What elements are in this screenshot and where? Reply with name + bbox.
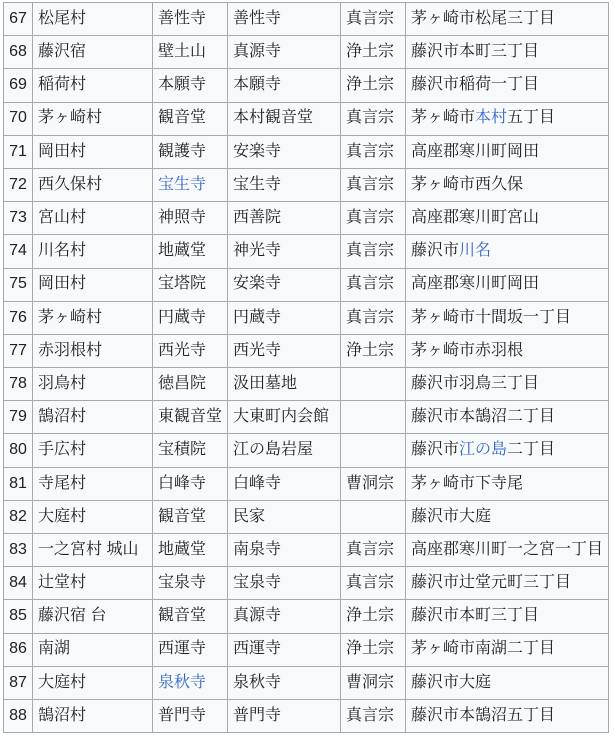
village-cell: 大庭村 xyxy=(33,666,153,699)
table-row xyxy=(4,36,609,69)
table-row xyxy=(4,334,609,367)
temple-list-table xyxy=(3,2,609,733)
sect-cell: 真言宗 xyxy=(341,567,406,600)
table-row xyxy=(4,135,609,168)
hall-cell: 神光寺 xyxy=(228,235,341,268)
plain-text: 茅ヶ崎市南湖二丁目 xyxy=(411,640,556,658)
sect-cell xyxy=(341,434,406,467)
row-number-cell: 73 xyxy=(4,202,33,235)
temple-cell xyxy=(153,202,228,235)
table-row xyxy=(4,368,609,401)
address-cell xyxy=(406,500,609,533)
village-cell: 南湖 xyxy=(33,633,153,666)
hall-cell: 泉秋寺 xyxy=(228,666,341,699)
sect-cell: 浄土宗 xyxy=(341,36,406,69)
temple-cell xyxy=(153,102,228,135)
plain-text: 神照寺 xyxy=(158,209,207,227)
plain-text: 藤沢市稲荷一丁目 xyxy=(411,76,540,94)
hall-cell: 真源寺 xyxy=(228,600,341,633)
address-cell xyxy=(406,235,609,268)
village-cell: 鵠沼村 xyxy=(33,401,153,434)
plain-text: 二丁目 xyxy=(507,441,556,459)
table-row xyxy=(4,434,609,467)
table-row xyxy=(4,168,609,201)
address-cell xyxy=(406,567,609,600)
address-cell xyxy=(406,135,609,168)
temple-cell xyxy=(153,434,228,467)
plain-text: 観音堂 xyxy=(158,507,207,525)
plain-text: 高座郡寒川町一之宮一丁目 xyxy=(411,540,604,558)
temple-cell xyxy=(153,368,228,401)
address-cell xyxy=(406,401,609,434)
temple-cell xyxy=(153,666,228,699)
plain-text: 藤沢市大庭 xyxy=(411,507,492,525)
plain-text: 西運寺 xyxy=(158,640,207,658)
row-number-cell: 67 xyxy=(4,3,33,36)
row-number-cell: 86 xyxy=(4,633,33,666)
village-cell: 藤沢宿 台 xyxy=(33,600,153,633)
temple-cell xyxy=(153,36,228,69)
sect-cell: 真言宗 xyxy=(341,168,406,201)
sect-cell: 真言宗 xyxy=(341,699,406,732)
sect-cell: 真言宗 xyxy=(341,3,406,36)
village-cell: 寺尾村 xyxy=(33,467,153,500)
table-row xyxy=(4,202,609,235)
plain-text: 藤沢市 xyxy=(411,441,460,459)
village-cell: 羽鳥村 xyxy=(33,368,153,401)
temple-cell xyxy=(153,699,228,732)
wiki-link[interactable]: 川名 xyxy=(459,242,492,260)
plain-text: 地蔵堂 xyxy=(158,540,207,558)
row-number-cell: 85 xyxy=(4,600,33,633)
address-cell xyxy=(406,666,609,699)
plain-text: 円蔵寺 xyxy=(158,308,207,326)
plain-text: 徳昌院 xyxy=(158,374,207,392)
table-row xyxy=(4,3,609,36)
plain-text: 藤沢市辻堂元町三丁目 xyxy=(411,574,572,592)
sect-cell: 真言宗 xyxy=(341,534,406,567)
village-cell: 岡田村 xyxy=(33,268,153,301)
temple-cell xyxy=(153,500,228,533)
row-number-cell: 76 xyxy=(4,301,33,334)
address-cell xyxy=(406,534,609,567)
hall-cell: 普門寺 xyxy=(228,699,341,732)
village-cell: 稲荷村 xyxy=(33,69,153,102)
temple-cell xyxy=(153,301,228,334)
sect-cell xyxy=(341,401,406,434)
sect-cell: 真言宗 xyxy=(341,102,406,135)
plain-text: 普門寺 xyxy=(158,706,207,724)
hall-cell: 民家 xyxy=(228,500,341,533)
table-row xyxy=(4,500,609,533)
address-cell xyxy=(406,699,609,732)
address-cell xyxy=(406,3,609,36)
temple-cell xyxy=(153,3,228,36)
address-cell xyxy=(406,301,609,334)
plain-text: 藤沢市本町三丁目 xyxy=(411,43,540,61)
plain-text: 観音堂 xyxy=(158,607,207,625)
table-row xyxy=(4,235,609,268)
row-number-cell: 69 xyxy=(4,69,33,102)
address-cell xyxy=(406,102,609,135)
row-number-cell: 88 xyxy=(4,699,33,732)
plain-text: 白峰寺 xyxy=(158,474,207,492)
plain-text: 茅ヶ崎市十間坂一丁目 xyxy=(411,308,572,326)
address-cell xyxy=(406,168,609,201)
plain-text: 高座郡寒川町岡田 xyxy=(411,142,540,160)
hall-cell: 西善院 xyxy=(228,202,341,235)
plain-text: 宝塔院 xyxy=(158,275,207,293)
row-number-cell: 80 xyxy=(4,434,33,467)
plain-text: 茅ヶ崎市西久保 xyxy=(411,175,524,193)
village-cell: 川名村 xyxy=(33,235,153,268)
plain-text: 観護寺 xyxy=(158,142,207,160)
address-cell xyxy=(406,434,609,467)
hall-cell: 安楽寺 xyxy=(228,135,341,168)
address-cell xyxy=(406,268,609,301)
sect-cell: 曹洞宗 xyxy=(341,666,406,699)
village-cell: 手広村 xyxy=(33,434,153,467)
hall-cell: 真源寺 xyxy=(228,36,341,69)
row-number-cell: 70 xyxy=(4,102,33,135)
temple-cell xyxy=(153,633,228,666)
table-row xyxy=(4,268,609,301)
table-row xyxy=(4,534,609,567)
plain-text: 茅ヶ崎市赤羽根 xyxy=(411,341,524,359)
table-row xyxy=(4,666,609,699)
plain-text: 藤沢市羽鳥三丁目 xyxy=(411,374,540,392)
plain-text: 藤沢市大庭 xyxy=(411,673,492,691)
hall-cell: 宝生寺 xyxy=(228,168,341,201)
village-cell: 宮山村 xyxy=(33,202,153,235)
plain-text: 藤沢市本町三丁目 xyxy=(411,607,540,625)
sect-cell: 真言宗 xyxy=(341,301,406,334)
row-number-cell: 78 xyxy=(4,368,33,401)
row-number-cell: 75 xyxy=(4,268,33,301)
hall-cell: 円蔵寺 xyxy=(228,301,341,334)
row-number-cell: 74 xyxy=(4,235,33,268)
table-row xyxy=(4,600,609,633)
hall-cell: 宝泉寺 xyxy=(228,567,341,600)
row-number-cell: 77 xyxy=(4,334,33,367)
temple-table-body xyxy=(4,3,609,733)
address-cell xyxy=(406,467,609,500)
hall-cell: 南泉寺 xyxy=(228,534,341,567)
sect-cell: 曹洞宗 xyxy=(341,467,406,500)
temple-cell xyxy=(153,235,228,268)
table-row xyxy=(4,301,609,334)
table-row xyxy=(4,699,609,732)
plain-text: 宝泉寺 xyxy=(158,574,207,592)
row-number-cell: 82 xyxy=(4,500,33,533)
village-cell: 一之宮村 城山 xyxy=(33,534,153,567)
temple-cell xyxy=(153,168,228,201)
address-cell xyxy=(406,202,609,235)
address-cell xyxy=(406,334,609,367)
sect-cell: 真言宗 xyxy=(341,202,406,235)
hall-cell: 西光寺 xyxy=(228,334,341,367)
sect-cell: 浄土宗 xyxy=(341,633,406,666)
address-cell xyxy=(406,368,609,401)
plain-text: 五丁目 xyxy=(507,109,556,127)
plain-text: 善性寺 xyxy=(158,9,207,27)
village-cell: 茅ヶ崎村 xyxy=(33,102,153,135)
wiki-link[interactable]: 江の島 xyxy=(459,441,508,459)
table-row xyxy=(4,401,609,434)
table-row xyxy=(4,467,609,500)
address-cell xyxy=(406,69,609,102)
sect-cell: 浄土宗 xyxy=(341,69,406,102)
plain-text: 壁土山 xyxy=(158,43,207,61)
plain-text: 茅ヶ崎市 xyxy=(411,109,476,127)
temple-cell xyxy=(153,534,228,567)
row-number-cell: 72 xyxy=(4,168,33,201)
sect-cell xyxy=(341,500,406,533)
village-cell: 岡田村 xyxy=(33,135,153,168)
temple-cell xyxy=(153,69,228,102)
village-cell: 大庭村 xyxy=(33,500,153,533)
village-cell: 辻堂村 xyxy=(33,567,153,600)
village-cell: 茅ヶ崎村 xyxy=(33,301,153,334)
row-number-cell: 83 xyxy=(4,534,33,567)
village-cell: 松尾村 xyxy=(33,3,153,36)
plain-text: 藤沢市本鵠沼二丁目 xyxy=(411,408,556,426)
plain-text: 本願寺 xyxy=(158,76,207,94)
wiki-link[interactable]: 宝生寺 xyxy=(158,175,207,193)
row-number-cell: 84 xyxy=(4,567,33,600)
row-number-cell: 68 xyxy=(4,36,33,69)
temple-cell xyxy=(153,401,228,434)
table-row xyxy=(4,69,609,102)
row-number-cell: 87 xyxy=(4,666,33,699)
plain-text: 観音堂 xyxy=(158,109,207,127)
wiki-link[interactable]: 本村 xyxy=(475,109,508,127)
hall-cell: 汲田墓地 xyxy=(228,368,341,401)
village-cell: 西久保村 xyxy=(33,168,153,201)
address-cell xyxy=(406,633,609,666)
plain-text: 宝積院 xyxy=(158,441,207,459)
table-row xyxy=(4,633,609,666)
village-cell: 鵠沼村 xyxy=(33,699,153,732)
row-number-cell: 81 xyxy=(4,467,33,500)
row-number-cell: 79 xyxy=(4,401,33,434)
sect-cell xyxy=(341,368,406,401)
address-cell xyxy=(406,600,609,633)
hall-cell: 本願寺 xyxy=(228,69,341,102)
hall-cell: 西運寺 xyxy=(228,633,341,666)
address-cell xyxy=(406,36,609,69)
temple-cell xyxy=(153,567,228,600)
temple-cell xyxy=(153,268,228,301)
temple-cell xyxy=(153,135,228,168)
table-row xyxy=(4,567,609,600)
plain-text: 藤沢市 xyxy=(411,242,460,260)
sect-cell: 真言宗 xyxy=(341,135,406,168)
village-cell: 赤羽根村 xyxy=(33,334,153,367)
hall-cell: 本村観音堂 xyxy=(228,102,341,135)
plain-text: 高座郡寒川町宮山 xyxy=(411,209,540,227)
plain-text: 西光寺 xyxy=(158,341,207,359)
plain-text: 茅ヶ崎市下寺尾 xyxy=(411,474,524,492)
temple-cell xyxy=(153,467,228,500)
sect-cell: 浄土宗 xyxy=(341,334,406,367)
hall-cell: 大東町内会館 xyxy=(228,401,341,434)
hall-cell: 安楽寺 xyxy=(228,268,341,301)
hall-cell: 善性寺 xyxy=(228,3,341,36)
table-row xyxy=(4,102,609,135)
wiki-link[interactable]: 泉秋寺 xyxy=(158,673,207,691)
plain-text: 茅ヶ崎市松尾三丁目 xyxy=(411,9,556,27)
plain-text: 高座郡寒川町岡田 xyxy=(411,275,540,293)
village-cell: 藤沢宿 xyxy=(33,36,153,69)
sect-cell: 真言宗 xyxy=(341,268,406,301)
hall-cell: 白峰寺 xyxy=(228,467,341,500)
plain-text: 藤沢市本鵠沼五丁目 xyxy=(411,706,556,724)
sect-cell: 真言宗 xyxy=(341,235,406,268)
temple-cell xyxy=(153,334,228,367)
sect-cell: 浄土宗 xyxy=(341,600,406,633)
hall-cell: 江の島岩屋 xyxy=(228,434,341,467)
temple-cell xyxy=(153,600,228,633)
plain-text: 東観音堂 xyxy=(158,408,223,426)
row-number-cell: 71 xyxy=(4,135,33,168)
plain-text: 地蔵堂 xyxy=(158,242,207,260)
